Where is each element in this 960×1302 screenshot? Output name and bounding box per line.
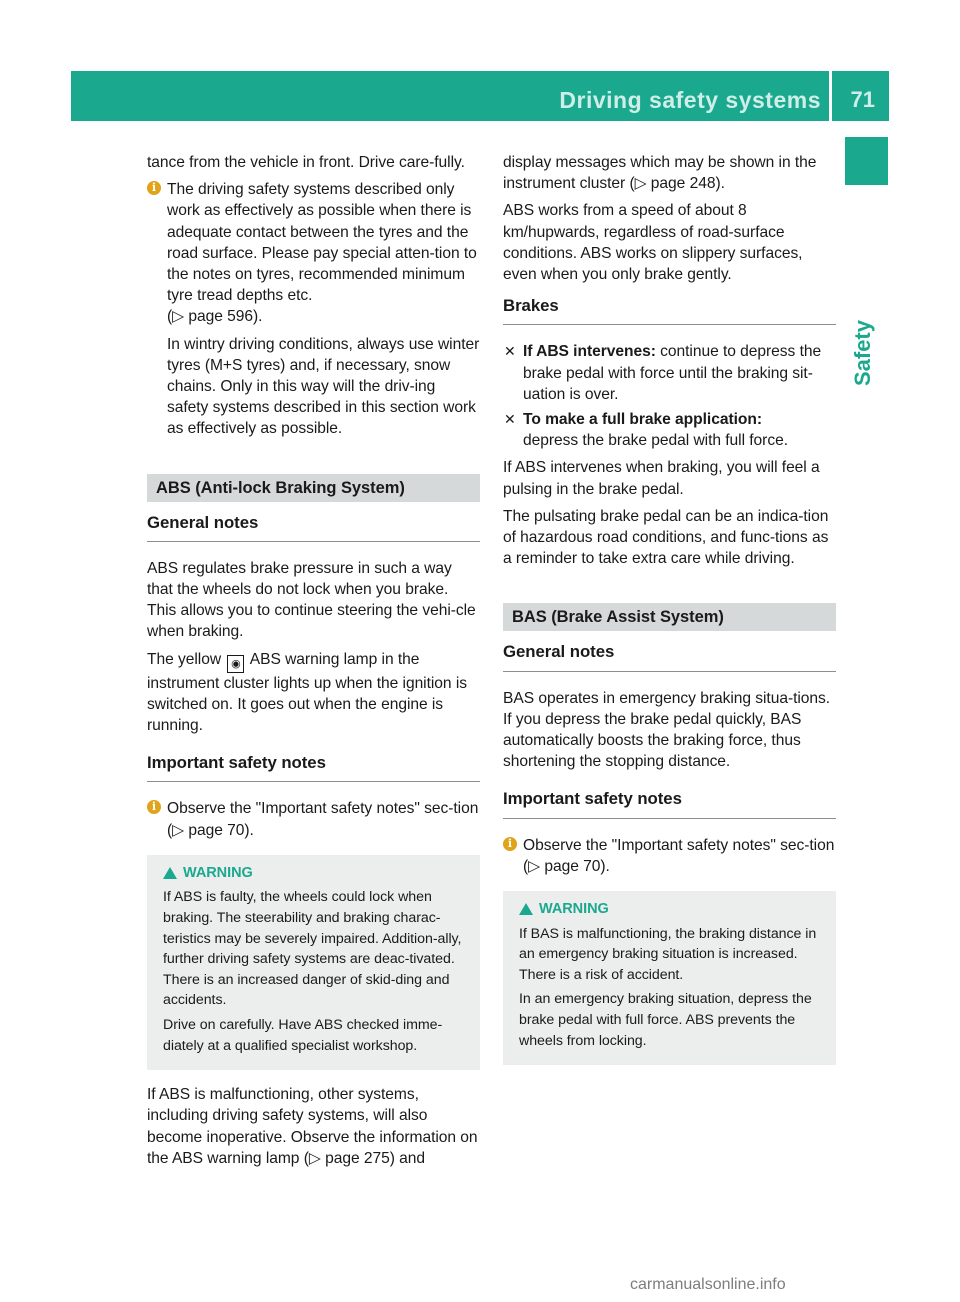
instruction-step-1 xyxy=(503,341,836,405)
info-note-tyres xyxy=(147,179,480,439)
info-icon: i xyxy=(147,181,161,195)
arrow-bullet-icon: ✕ xyxy=(504,411,516,428)
side-label xyxy=(850,320,875,387)
warning-text-2: In an emergency braking situation, depress the brake pedal with full force. ABS prevents the wheels from locking. xyxy=(519,991,812,1049)
instruction-lead: To make a full brake application: xyxy=(523,411,762,429)
instruction-step-2 xyxy=(503,409,836,451)
info-icon: i xyxy=(147,800,161,814)
info-note-text: The driving safety systems described only work as effectively as possible when there is adequate contact between the tyres and the road surface. Please pay special atten-tion to the notes on tyres, recommended minimum tyre tread depths etc. xyxy=(167,181,477,305)
page-reference[interactable]: (▷ page 596). xyxy=(167,308,263,326)
side-label-text: Safety xyxy=(850,320,875,387)
warning-text: If ABS is faulty, the wheels could lock when braking. The steerability and braking charac-teristics may be severely impaired. Addition-ally, further driving safety systems are deac-tivated. There is an increased danger of skid-ding and accidents. xyxy=(163,889,462,1009)
info-icon: i xyxy=(503,837,517,851)
abs-lamp-icon: ◉ xyxy=(227,655,244,673)
instruction-lead: If ABS intervenes: xyxy=(523,343,656,361)
info-note-safety xyxy=(503,835,836,877)
right-paragraph-5: BAS operates in emergency braking situa-tions. If you depress the brake pedal quickly, BAS automatically boosts the braking force, thus shortening the stopping distance. xyxy=(503,689,831,771)
left-column xyxy=(147,152,480,1175)
warning-box-abs xyxy=(147,855,480,1070)
warning-header xyxy=(163,863,472,884)
info-note-text-2: In wintry driving conditions, always use winter tyres (M+S tyres) and, if necessary, snow chains. Only in this way will the driv-ing safety systems described in this section work as effectively as possible. xyxy=(167,335,480,438)
left-paragraph-1: tance from the vehicle in front. Drive care-fully. xyxy=(147,154,465,171)
warning-text: If BAS is malfunctioning, the braking distance in an emergency braking situation is increased. There is a risk of accident. xyxy=(519,925,817,983)
instruction-body: depress the brake pedal with full force. xyxy=(523,432,788,450)
section-heading-text: ABS (Anti-lock Braking System) xyxy=(156,478,405,497)
right-paragraph-3: If ABS intervenes when braking, you will feel a pulsing in the brake pedal. xyxy=(503,459,820,498)
warning-box-bas xyxy=(503,891,836,1065)
subheading-important-safety-notes: Important safety notes xyxy=(147,752,480,782)
watermark: carmanualsonline.info xyxy=(630,1276,786,1293)
subheading-general-notes: General notes xyxy=(147,512,480,542)
left-paragraph-2: ABS regulates brake pressure in such a way that the wheels do not lock when you brake. This allows you to continue steering the vehi-cle when braking. xyxy=(147,559,476,641)
section-heading-bas xyxy=(503,603,836,631)
arrow-bullet-icon: ✕ xyxy=(504,343,516,360)
info-note-text: Observe the "Important safety notes" sec-tion (▷ page 70). xyxy=(523,836,835,875)
warning-triangle-icon xyxy=(163,867,177,879)
info-note-safety xyxy=(147,798,480,840)
header-divider xyxy=(829,71,832,121)
section-heading-text: BAS (Brake Assist System) xyxy=(512,608,724,627)
instruction-body: continue to depress the brake pedal with force until the braking sit-uation is over. xyxy=(523,343,822,403)
page-number: 71 xyxy=(850,87,875,112)
subheading-brakes: Brakes xyxy=(503,295,836,325)
text-fragment: The yellow xyxy=(147,650,222,668)
page-header xyxy=(71,71,889,121)
warning-text-2: Drive on carefully. Have ABS checked imme-diately at a qualified specialist workshop. xyxy=(163,1017,443,1054)
left-paragraph-3 xyxy=(147,649,480,737)
right-paragraph-1: display messages which may be shown in the instrument cluster (▷ page 248). xyxy=(503,154,817,193)
text-fragment: ABS warning lamp in the instrument cluster lights up when the ignition is switched on. It goes out when the engine is running. xyxy=(147,650,467,735)
side-tab xyxy=(845,137,888,185)
left-paragraph-4: If ABS is malfunctioning, other systems, including driving safety systems, will also become inoperative. Observe the information on the ABS warning lamp (▷ page 275) and xyxy=(147,1086,478,1167)
section-heading-abs xyxy=(147,474,480,502)
warning-title: WARNING xyxy=(539,901,609,918)
right-paragraph-4: The pulsating brake pedal can be an indica-tion of hazardous road conditions, and func-tions as a reminder to take extra care while driving. xyxy=(503,507,829,568)
instruction-text xyxy=(523,341,836,405)
warning-title: WARNING xyxy=(183,864,253,881)
right-paragraph-2: ABS works from a speed of about 8 km/hupwards, regardless of road-surface conditions. ABS works on slippery surfaces, even when you only brake gently. xyxy=(503,202,803,284)
subheading-important-safety-notes: Important safety notes xyxy=(503,788,836,818)
info-note-text: Observe the "Important safety notes" sec-tion (▷ page 70). xyxy=(167,800,479,839)
header-title: Driving safety systems xyxy=(559,87,821,113)
warning-header xyxy=(519,899,828,920)
warning-triangle-icon xyxy=(519,903,533,915)
subheading-general-notes: General notes xyxy=(503,641,836,671)
right-column xyxy=(503,152,836,1079)
